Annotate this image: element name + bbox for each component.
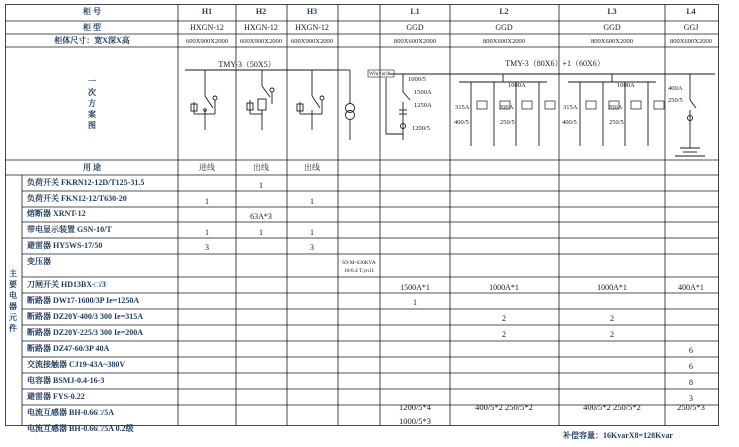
component-name: 电流互感器 BH-0.66□/5A 0.2级 [27, 424, 134, 433]
l1-rating: 1500A [414, 89, 432, 96]
component-qty: 63A*3 [250, 212, 272, 221]
component-qty: 1000A*1 [489, 283, 519, 292]
cabinet-id-label: 柜 号 [83, 7, 101, 16]
l4-rating: 400A [668, 85, 683, 92]
cabinet-size: 600X900X2000 [240, 38, 282, 45]
component-name: 变压器 [27, 257, 51, 266]
component-qty: 1 [310, 197, 314, 206]
component-name: 避雷器 HY5WS-17/50 [27, 241, 103, 250]
cabinet-id: L1 [410, 7, 420, 16]
cabinet-type: HXGN-12 [295, 23, 329, 32]
component-qty: 6 [689, 346, 693, 355]
component-name: 熔断器 XRNT-12 [27, 209, 86, 218]
component-qty: 400A*1 [678, 283, 704, 292]
usage-value: 出线 [253, 163, 269, 172]
cabinet-id: H2 [255, 7, 267, 16]
cabinet-id: L4 [686, 7, 696, 16]
transformer-spec: 10/0.4 T.yn11 [343, 268, 375, 274]
diagram-side-label: 一次方案图 [88, 77, 96, 130]
l1-rating: 1200/5 [412, 125, 431, 132]
cabinet-size: 600X900X2000 [186, 38, 228, 45]
l1-rating: 1000/5 [408, 76, 427, 83]
l3-rating: 1000A [617, 82, 635, 89]
cabinet-id: H1 [201, 7, 213, 16]
component-qty: 250/5*3 [677, 402, 705, 412]
cabinet-size: 800X600X2000 [483, 38, 525, 45]
component-qty: 3 [689, 394, 693, 403]
component-qty: 400/5*2 250/5*2 [583, 402, 641, 412]
component-name: 交流接触器 CJ19-43A~380V [27, 360, 126, 369]
component-qty: 1 [413, 298, 417, 307]
component-qty: 2 [502, 314, 506, 323]
cabinet-type: HXGN-12 [190, 23, 224, 32]
component-qty: 1 [310, 228, 314, 237]
l4-rating: 250/5 [668, 97, 683, 104]
cabinet-size: 800X600X2000 [591, 38, 633, 45]
component-qty: 2 [502, 330, 506, 339]
component-name: 刀闸开关 HD13BX-□/3 [27, 280, 106, 289]
l3-rating: 400/5 [562, 119, 577, 126]
lv-busbar-label: TMY-3（80X6）+1（60X6） [505, 59, 605, 68]
l2-rating: 1000A [508, 82, 526, 89]
component-qty: 1000/5*3 [398, 416, 432, 426]
transformer-spec: S9-M-630KVA [342, 260, 376, 266]
component-qty: 1 [259, 228, 263, 237]
cabinet-type: GGD [603, 23, 621, 32]
cabinet-size: 800X600X2000 [670, 38, 712, 45]
cabinet-size: 600X900X2000 [291, 38, 333, 45]
component-name: 断路器 DZ47-60/3P 40A [27, 344, 110, 353]
usage-label: 用 途 [83, 163, 101, 172]
l2-rating: 200A [499, 104, 514, 111]
l3-rating: 315A [563, 104, 578, 111]
component-qty: 1000A*1 [597, 283, 627, 292]
cabinet-type: GGD [406, 23, 424, 32]
cabinet-size-label: 柜体尺寸：宽X深X高 [54, 36, 130, 45]
component-name: 断路器 DW17-1600/3P Ie=1250A [27, 296, 140, 305]
cabinet-id: L3 [607, 7, 617, 16]
l2-rating: 315A [455, 104, 470, 111]
component-qty: 3 [310, 243, 314, 252]
component-qty: 1200/5*4 [398, 402, 432, 412]
cabinet-size: 800X600X2000 [394, 38, 436, 45]
component-qty: 1 [205, 228, 209, 237]
l3-rating: 250/5 [609, 119, 624, 126]
l1-rating: 1250A [414, 102, 432, 109]
component-name: 负荷开关 FKRN12-12D/T125-31.5 [27, 178, 145, 187]
component-qty: 2 [610, 330, 614, 339]
usage-value: 出线 [304, 163, 320, 172]
component-qty: 2 [610, 314, 614, 323]
component-qty: 1500A*1 [400, 283, 430, 292]
compensation-note: 补偿容量：16KvarX8=128Kvar [563, 431, 673, 440]
cabinet-id: H3 [306, 7, 318, 16]
component-name: 电流互感器 BH-0.66□/5A [27, 408, 115, 417]
l3-rating: 200A [608, 104, 623, 111]
cabinet-type: GGJ [683, 23, 699, 32]
l2-rating: 400/5 [454, 119, 469, 126]
cabinet-type: HXGN-12 [244, 23, 278, 32]
component-qty: 6 [689, 362, 693, 371]
meter-tag: Wh(var)h [369, 71, 391, 77]
component-name: 断路器 DZ20Y-225/3 300 Ie=200A [27, 328, 144, 337]
component-name: 电容器 BSMJ-0.4-16-3 [27, 376, 105, 385]
component-qty: 400/5*2 250/5*2 [475, 402, 533, 412]
component-name: 带电显示装置 GSN-10/T [27, 225, 112, 234]
cabinet-type: GGD [495, 23, 513, 32]
component-qty: 1 [205, 197, 209, 206]
components-side-label: 主要电器元件 [9, 269, 17, 333]
component-name: 避雷器 FYS-0.22 [27, 392, 85, 401]
component-qty: 8 [689, 378, 693, 387]
hv-busbar-label: TMY-3（50X5） [218, 60, 276, 69]
usage-value: 进线 [199, 163, 215, 172]
component-qty: 3 [205, 243, 209, 252]
component-name: 负荷开关 FKN12-12/T630-20 [27, 194, 127, 203]
component-qty: 1 [259, 181, 263, 190]
component-name: 断路器 DZ20Y-400/3 300 Ie=315A [27, 312, 144, 321]
cabinet-type-label: 柜 型 [83, 23, 101, 32]
l2-rating: 250/5 [500, 119, 515, 126]
cabinet-id: L2 [499, 7, 509, 16]
